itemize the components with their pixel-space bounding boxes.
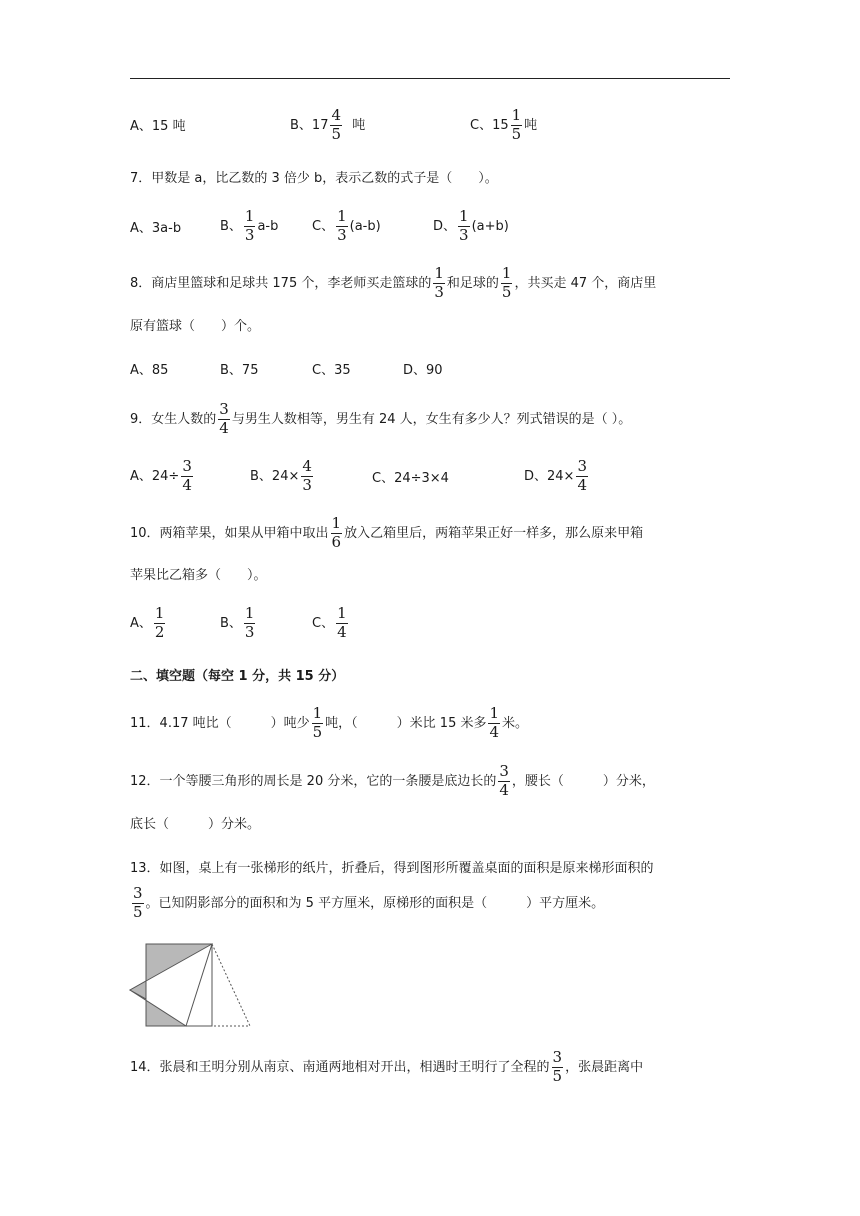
fraction: $\frac{1}{5}$ xyxy=(511,106,522,143)
q9-stem: 9．女生人数的 $\frac{3}{4}$ 与男生人数相等，男生有 24 人，女生有多少人？列式错误的是（ ）。 xyxy=(130,400,632,437)
fraction: $\frac{1}{3}$ xyxy=(434,264,444,301)
fraction: $\frac{1}{3}$ xyxy=(459,207,469,244)
q12-stem: 12．一个等腰三角形的周长是 20 分米，它的一条腰是底边长的 $\frac{3}{4}$ ，腰长（ ）分米， xyxy=(130,762,655,799)
fraction: $\frac{3}{5}$ xyxy=(133,884,143,921)
q8-option-b: B、75 xyxy=(220,363,259,378)
q12-stem-line2: 底长（ ）分米。 xyxy=(130,817,261,832)
fraction: $\frac{4}{3}$ xyxy=(302,457,312,494)
q7-option-d: D、 $\frac{1}{3}$ (a+b) xyxy=(433,207,509,244)
q10-option-a: A、 $\frac{1}{2}$ xyxy=(130,604,165,641)
section-heading: 二、填空题（每空 1 分，共 15 分） xyxy=(130,669,345,684)
q9-option-b: B、24× $\frac{4}{3}$ xyxy=(250,457,312,494)
q7-option-b: B、 $\frac{1}{3}$ a-b xyxy=(220,207,279,244)
fraction: $\frac{1}{3}$ xyxy=(244,604,255,641)
dotted-edge-top xyxy=(212,944,250,1026)
q6-option-a: A、15 吨 xyxy=(130,119,186,134)
q7-option-c: C、 $\frac{1}{3}$ (a-b) xyxy=(312,207,381,244)
q10-stem: 10．两箱苹果，如果从甲箱中取出 $\frac{1}{6}$ 放入乙箱里后，两箱苹果正好一样多，那么原来甲箱 xyxy=(130,514,644,551)
fraction: $\frac{1}{2}$ xyxy=(154,604,165,641)
fraction: $\frac{1}{3}$ xyxy=(337,207,347,244)
q13-stem: 13．如图，桌上有一张梯形的纸片，折叠后，得到图形所覆盖桌面的面积是原来梯形面积的 xyxy=(130,861,654,876)
fraction: $\frac{1}{5}$ xyxy=(501,264,512,301)
fraction: $\frac{1}{4}$ xyxy=(489,704,500,741)
fraction: $\frac{3}{4}$ xyxy=(219,400,229,437)
q8-option-c: C、35 xyxy=(312,363,351,378)
q7-stem: 7．甲数是 a，比乙数的 3 倍少 b，表示乙数的式子是（ ）。 xyxy=(130,171,498,186)
shaded-fold-tip xyxy=(130,981,146,999)
q7-option-a: A、3a-b xyxy=(130,221,182,236)
fraction: $\frac{3}{5}$ xyxy=(552,1048,563,1085)
q9-option-d: D、24× $\frac{3}{4}$ xyxy=(524,457,587,494)
q6-option-c: C、15 $\frac{1}{5}$ 吨 xyxy=(470,106,538,143)
q8-stem-line2: 原有篮球（ ）个。 xyxy=(130,319,261,334)
trapezoid-fold-figure xyxy=(126,942,256,1030)
q8-option-a: A、85 xyxy=(130,363,169,378)
q14-stem: 14．张晨和王明分别从南京、南通两地相对开出，相遇时王明行了全程的 $\frac{3}{5}$ ，张晨距离中 xyxy=(130,1048,644,1085)
q10-option-b: B、 $\frac{1}{3}$ xyxy=(220,604,255,641)
q10-stem-line2: 苹果比乙箱多（ ）。 xyxy=(130,568,267,583)
q10-option-c: C、 $\frac{1}{4}$ xyxy=(312,604,347,641)
q9-option-a: A、24÷ $\frac{3}{4}$ xyxy=(130,457,192,494)
fraction: $\frac{3}{4}$ xyxy=(577,457,587,494)
fraction: $\frac{3}{4}$ xyxy=(499,762,509,799)
q6-option-b: B、17 $\frac{4}{5}$ 吨 xyxy=(290,106,366,143)
header-rule xyxy=(130,78,730,79)
q13-stem-line2: $\frac{3}{5}$ 。已知阴影部分的面积和为 5 平方厘米，原梯形的面积是（ ）平方厘米。 xyxy=(133,884,605,921)
fraction: $\frac{4}{5}$ xyxy=(331,106,342,143)
q9-option-c: C、24÷3×4 xyxy=(372,471,449,486)
fraction: $\frac{1}{6}$ xyxy=(331,514,342,551)
q8-stem: 8．商店里篮球和足球共 175 个，李老师买走篮球的 $\frac{1}{3}$ 和足球的 $\frac{1}{5}$ ，共买走 47 个，商店里 xyxy=(130,264,657,301)
fraction: $\frac{1}{4}$ xyxy=(337,604,347,641)
fraction: $\frac{1}{3}$ xyxy=(244,207,255,244)
q8-option-d: D、90 xyxy=(403,363,443,378)
q11-stem: 11．4.17 吨比（ ）吨少 $\frac{1}{5}$ 吨，（ ）米比 15 米多 $\frac{1}{4}$ 米。 xyxy=(130,704,529,741)
fraction: $\frac{3}{4}$ xyxy=(182,457,192,494)
fraction: $\frac{1}{5}$ xyxy=(312,704,323,741)
